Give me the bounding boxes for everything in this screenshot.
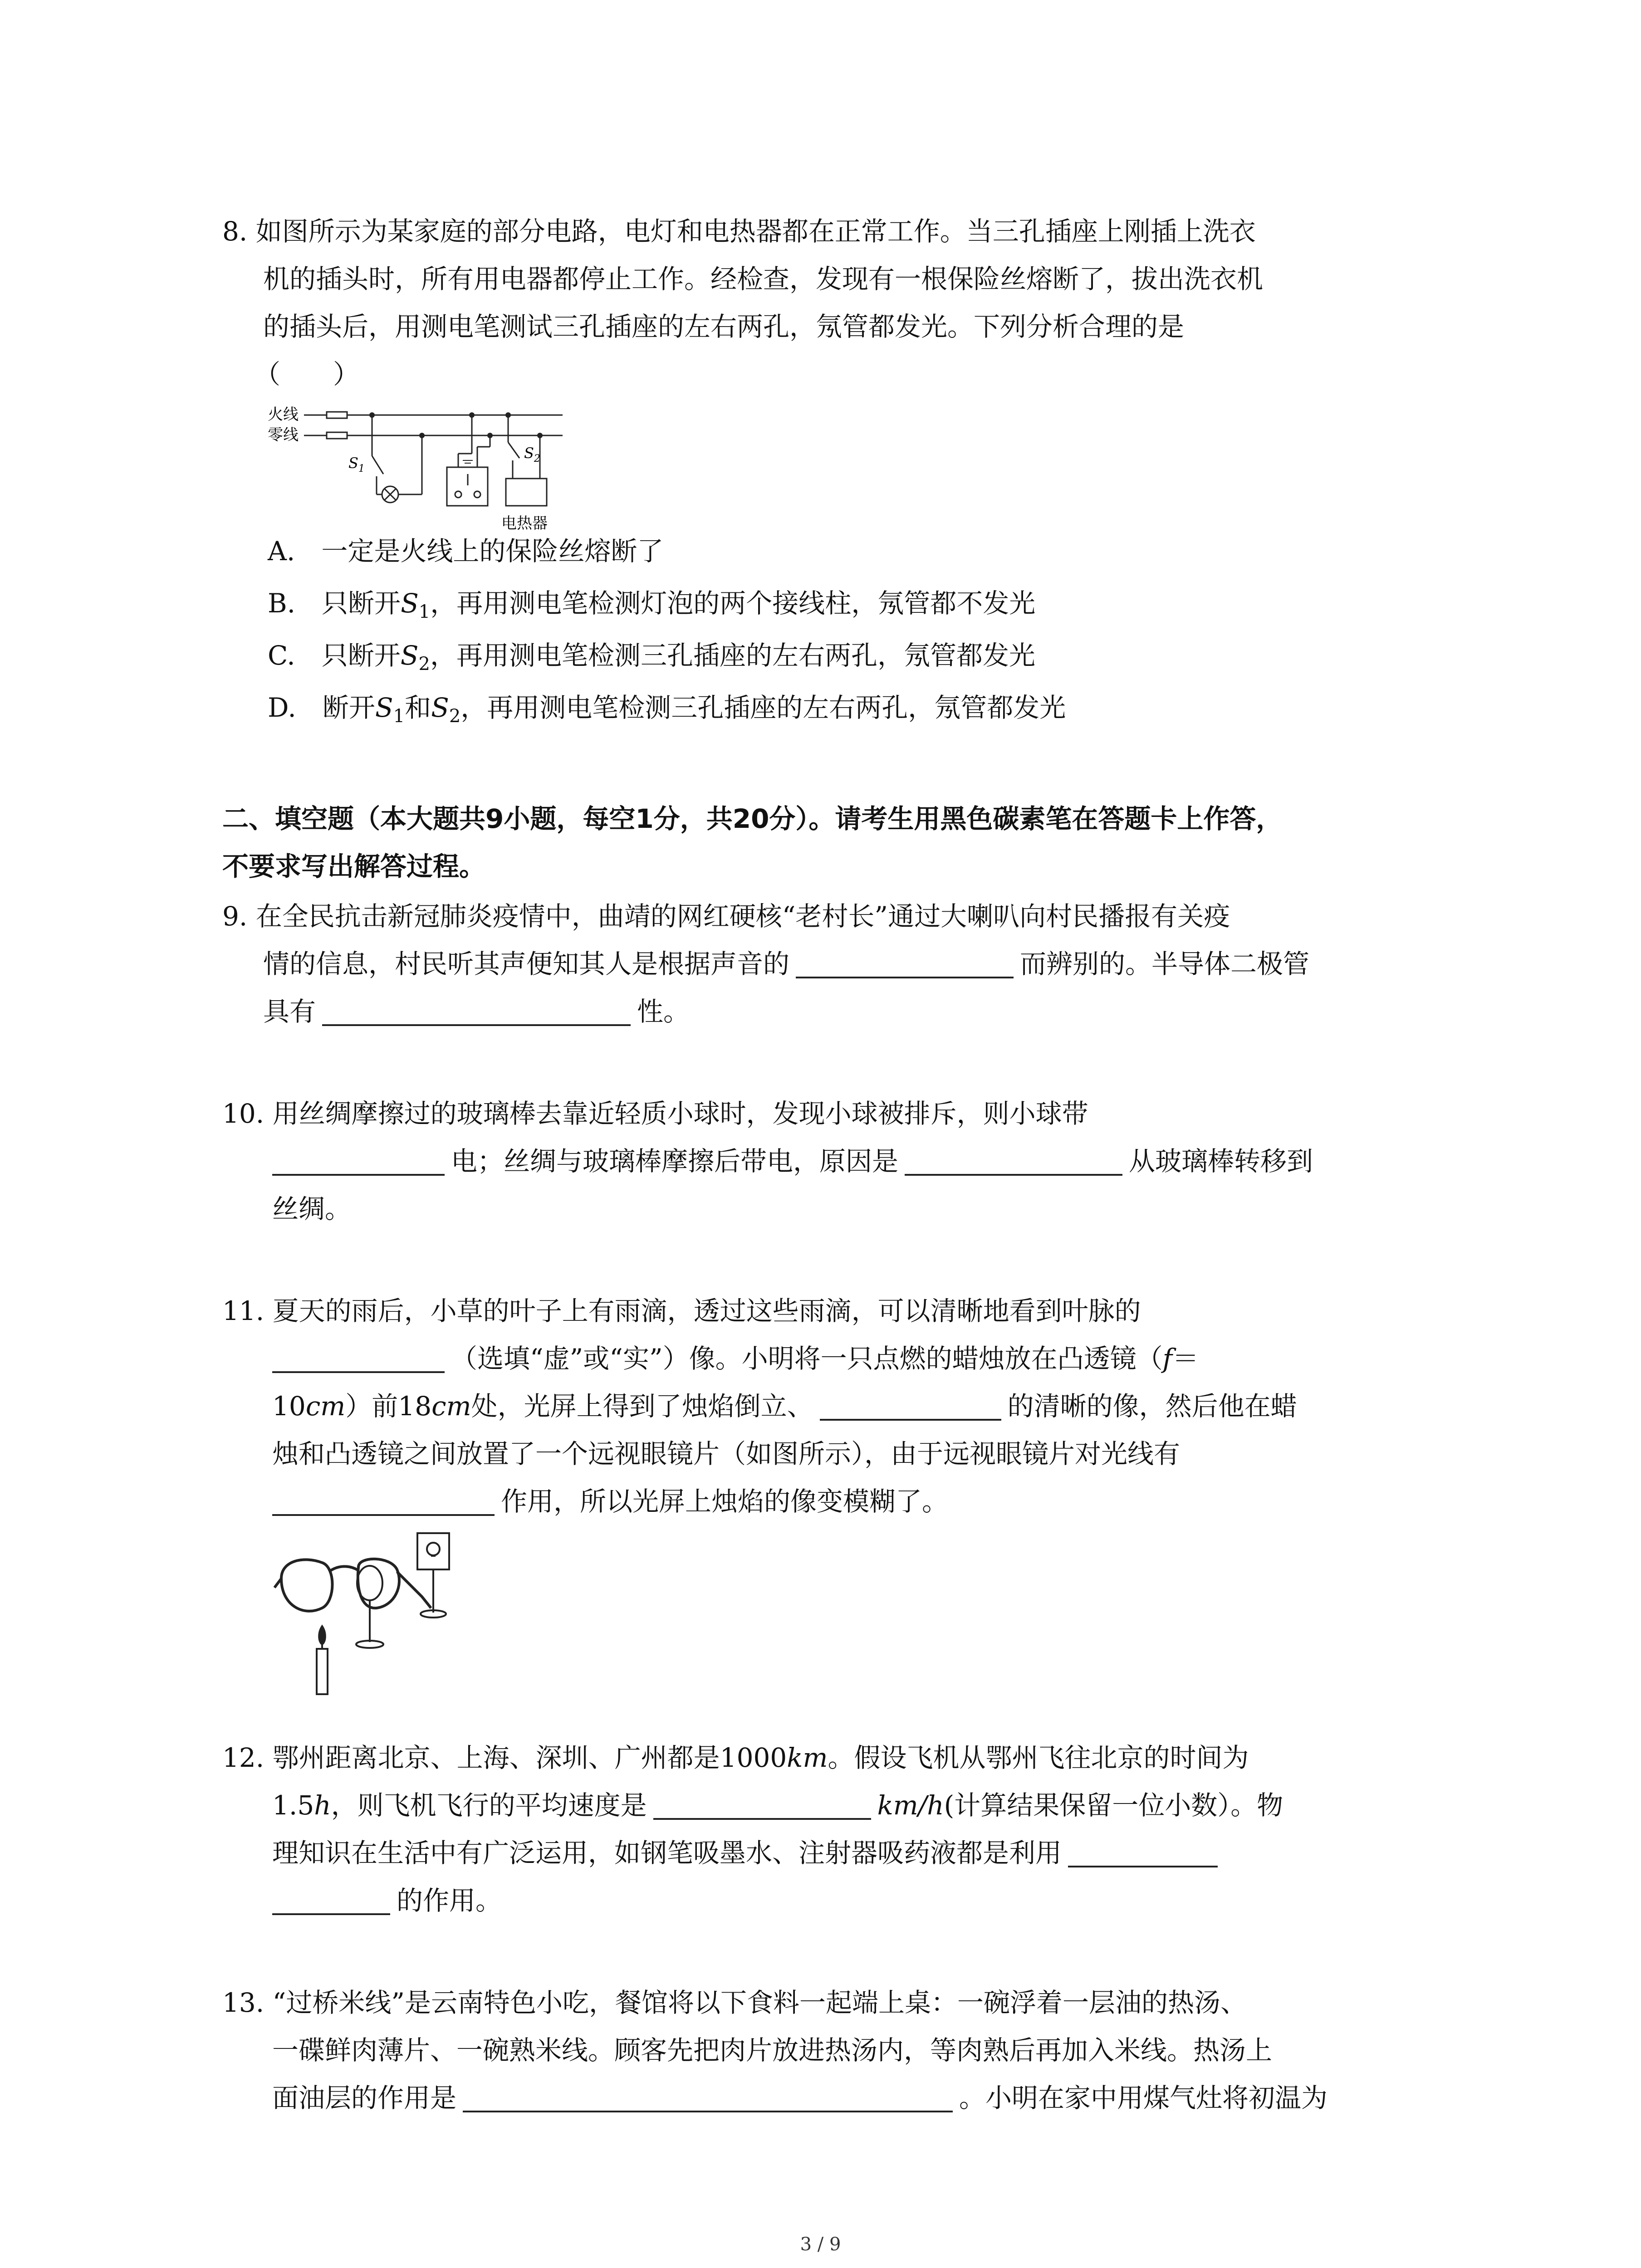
switch-s1-icon [372, 456, 383, 474]
glasses-icon [274, 1559, 431, 1611]
fuse-live-icon [327, 412, 347, 418]
q12-line-4: 的作用。 [272, 1882, 502, 1919]
q12-line-2: 1.5h，则飞机飞行的平均速度是 km/h(计算结果保留一位小数）。物 [272, 1790, 1283, 1821]
candle-icon [317, 1626, 328, 1694]
candle-glasses-figure [272, 1529, 463, 1701]
q13-line-2: 一碟鲜肉薄片、一碗熟米线。顾客先把肉片放进热汤内，等肉熟后再加入米线。热汤上 [272, 2035, 1273, 2066]
s1-label: $S_1$ [348, 455, 365, 474]
q11-line-5: 作用，所以光屏上烛焰的像变模糊了。 [272, 1483, 948, 1520]
q8-option-a: A. 一定是火线上的保险丝熔断了 [268, 536, 664, 567]
q8-answer-bracket: （ ） [254, 359, 360, 390]
q8-line-1: 8. 如图所示为某家庭的部分电路，电灯和电热器都在正常工作。当三孔插座上刚插上洗衣 [222, 216, 1256, 247]
q13-blank-1[interactable] [463, 2083, 953, 2112]
heater-label: 电热器 [501, 514, 548, 533]
q9-blank-2[interactable] [322, 997, 631, 1026]
s2-label: $S_2$ [524, 445, 540, 464]
q10-blank-1[interactable] [272, 1147, 445, 1176]
page-number: 3 / 9 [800, 2234, 841, 2255]
q11-line-3: 10cm）前18cm处，光屏上得到了烛焰倒立、 的清晰的像，然后他在蜡 [272, 1391, 1297, 1422]
q8-option-d: D. 断开$S_1$和$S_2$，再用测电笔检测三孔插座的左右两孔，氖管都发光 [268, 692, 1066, 727]
q11-line-1: 11. 夏天的雨后，小草的叶子上有雨滴，透过这些雨滴，可以清晰地看到叶脉的 [222, 1295, 1141, 1326]
electric-heater-icon [506, 479, 547, 506]
q10-blank-2[interactable] [905, 1147, 1122, 1176]
q11-line-2: （选填“虚”或“实”）像。小明将一只点燃的蜡烛放在凸透镜（f＝ [272, 1340, 1199, 1377]
three-hole-socket-icon [447, 467, 488, 506]
fuse-neutral-icon [327, 432, 347, 439]
q9-line-1: 9. 在全民抗击新冠肺炎疫情中，曲靖的网红硬核“老村长”通过大喇叭向村民播报有关疫 [222, 901, 1230, 932]
q11-blank-1[interactable] [272, 1344, 445, 1373]
q13-line-3: 面油层的作用是 。小明在家中用煤气灶将初温为 [272, 2082, 1328, 2113]
switch-s2-icon [508, 442, 519, 458]
section-2-heading-line-2: 不要求写出解答过程。 [222, 851, 486, 882]
q10-line-1: 10. 用丝绸摩擦过的玻璃棒去靠近轻质小球时，发现小球被排斥，则小球带 [222, 1098, 1088, 1129]
q8-line-2: 机的插头时，所有用电器都停止工作。经检查，发现有一根保险丝熔断了，拔出洗衣机 [263, 264, 1264, 294]
q13-line-1: 13. “过桥米线”是云南特色小吃，餐馆将以下食料一起端上桌：一碗浮着一层油的热汤、 [222, 1987, 1247, 2018]
q11-blank-3[interactable] [272, 1487, 495, 1516]
section-2-heading-line-1: 二、填空题（本大题共9小题，每空1分，共20分）。请考生用黑色碳素笔在答题卡上作答， [222, 803, 1283, 834]
light-screen-icon [417, 1533, 449, 1618]
q12-blank-2-part-1[interactable] [1068, 1838, 1218, 1867]
q12-blank-1[interactable] [653, 1791, 871, 1820]
neutral-wire-label: 零线 [268, 426, 299, 444]
q9-blank-1[interactable] [796, 949, 1014, 978]
q8-line-3: 的插头后，用测电笔测试三孔插座的左右两孔，氖管都发光。下列分析合理的是 [263, 311, 1185, 342]
q8-option-c: C. 只断开$S_2$，再用测电笔检测三孔插座的左右两孔，氖管都发光 [268, 640, 1035, 675]
q9-line-3: 具有 性。 [263, 996, 690, 1027]
q10-line-2: 电；丝绸与玻璃棒摩擦后带电，原因是 从玻璃棒转移到 [272, 1143, 1313, 1179]
q12-line-1: 12. 鄂州距离北京、上海、深圳、广州都是1000km。假设飞机从鄂州飞往北京的时间为 [222, 1742, 1249, 1773]
q10-line-3: 丝绸。 [272, 1193, 352, 1224]
circuit-diagram [268, 399, 585, 535]
q12-blank-2-part-2[interactable] [272, 1886, 390, 1915]
q9-line-2: 情的信息，村民听其声便知其人是根据声音的 而辨别的。半导体二极管 [263, 948, 1310, 979]
q11-line-4: 烛和凸透镜之间放置了一个远视眼镜片（如图所示），由于远视眼镜片对光线有 [272, 1438, 1181, 1469]
q12-line-3: 理知识在生活中有广泛运用，如钢笔吸墨水、注射器吸药液都是利用 [272, 1835, 1224, 1871]
q8-option-b: B. 只断开$S_1$，再用测电笔检测灯泡的两个接线柱，氖管都不发光 [268, 588, 1036, 622]
q11-blank-2[interactable] [820, 1392, 1001, 1421]
live-wire-label: 火线 [268, 406, 299, 424]
